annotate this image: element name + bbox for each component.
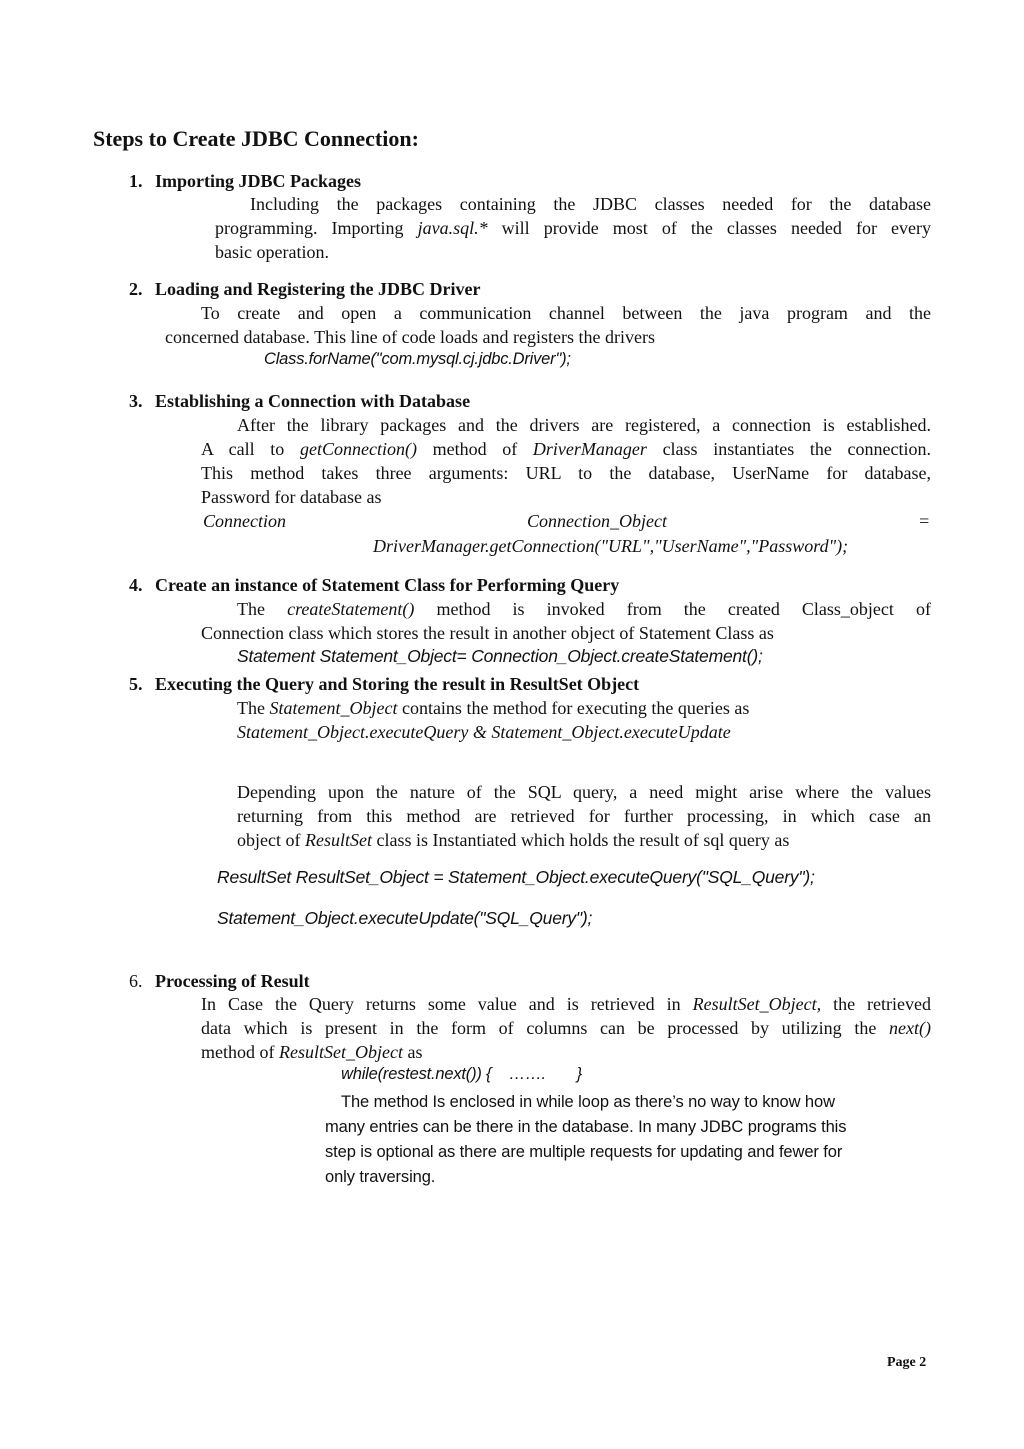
section-6-heading <box>129 969 310 993</box>
section-5-number: 5. <box>129 674 143 694</box>
section-5-para-line-2: returning from this method are retrieved for further processing, in which case an <box>237 806 931 826</box>
section-4-title: Create an instance of Statement Class for Performing Query <box>155 575 620 595</box>
section-5-line-1: The Statement_Object contains the method for executing the queries as <box>237 698 750 718</box>
section-2-number: 2. <box>129 279 143 299</box>
section-3-code-1c: = <box>918 511 931 531</box>
section-6-code: while(restest.next()) { ……. } <box>341 1065 582 1083</box>
section-5-code-1: ResultSet ResultSet_Object = Statement_Object.executeQuery("SQL_Query"); <box>217 867 815 887</box>
section-2-line-2: concerned database. This line of code loads and registers the drivers <box>165 327 655 347</box>
section-5-line-2: Statement_Object.executeQuery & Statement_Object.executeUpdate <box>237 722 731 742</box>
section-5-title: Executing the Query and Storing the result in ResultSet Object <box>155 674 640 694</box>
section-2-heading <box>129 277 481 301</box>
section-2-code: Class.forName("com.mysql.cj.jdbc.Driver"); <box>264 350 571 368</box>
section-1-line-2: programming. Importing java.sql.* will provide most of the classes needed for every <box>215 218 931 238</box>
section-6-note-line-2: many entries can be there in the database. In many JDBC programs this <box>325 1118 847 1136</box>
section-4-line-1: The createStatement() method is invoked from the created Class_object of <box>237 599 931 619</box>
section-4-code: Statement Statement_Object= Connection_Object.createStatement(); <box>237 646 763 666</box>
section-1-line-1: Including the packages containing the JDBC classes needed for the database <box>250 194 931 214</box>
section-4-number: 4. <box>129 575 143 595</box>
section-3-line-1: After the library packages and the drivers are registered, a connection is established. <box>237 415 931 435</box>
java-sql-package: java.sql.* <box>417 218 488 238</box>
section-3-code-1b: Connection_Object <box>527 511 667 531</box>
section-3-line-3: This method takes three arguments: URL to the database, UserName for database, <box>201 463 931 483</box>
section-6-line-2: data which is present in the form of columns can be processed by utilizing the next() <box>201 1018 931 1038</box>
section-6-note-line-1: The method Is enclosed in while loop as there’s no way to know how <box>341 1093 835 1111</box>
section-3-number: 3. <box>129 391 143 411</box>
section-1-number: 1. <box>129 171 143 191</box>
section-6-note-line-3: step is optional as there are multiple requests for updating and fewer for <box>325 1143 843 1161</box>
section-3-title: Establishing a Connection with Database <box>155 391 471 411</box>
section-4-line-2: Connection class which stores the result in another object of Statement Class as <box>201 623 774 643</box>
section-3-line-4: Password for database as <box>201 487 382 507</box>
section-6-title: Processing of Result <box>155 971 310 991</box>
section-3-heading <box>129 389 470 413</box>
section-3-code-2: DriverManager.getConnection("URL","UserName","Password"); <box>373 536 849 556</box>
section-3-code-1a: Connection <box>203 511 286 531</box>
section-2-title: Loading and Registering the JDBC Driver <box>155 279 481 299</box>
section-2-line-1: To create and open a communication channel between the java program and the <box>201 303 931 323</box>
section-1-heading <box>129 169 361 193</box>
section-6-number: 6. <box>129 971 143 991</box>
section-5-heading <box>129 672 639 696</box>
section-5-para-line-3: object of ResultSet class is Instantiated which holds the result of sql query as <box>237 830 790 850</box>
page-number: Page 2 <box>887 1355 927 1370</box>
section-3-line-2: A call to getConnection() method of DriverManager class instantiates the connection. <box>201 439 931 459</box>
section-6-line-3: method of ResultSet_Object as <box>201 1042 423 1062</box>
section-1-title: Importing JDBC Packages <box>155 171 361 191</box>
page-title: Steps to Create JDBC Connection: <box>93 126 419 151</box>
section-4-heading <box>129 573 619 597</box>
section-6-line-1: In Case the Query returns some value and is retrieved in ResultSet_Object, the retrieved <box>201 994 931 1014</box>
section-1-line-3: basic operation. <box>215 242 329 262</box>
section-5-para-line-1: Depending upon the nature of the SQL query, a need might arise where the values <box>237 782 931 802</box>
section-5-code-2: Statement_Object.executeUpdate("SQL_Query"); <box>217 908 593 928</box>
section-6-note-line-4: only traversing. <box>325 1168 436 1186</box>
